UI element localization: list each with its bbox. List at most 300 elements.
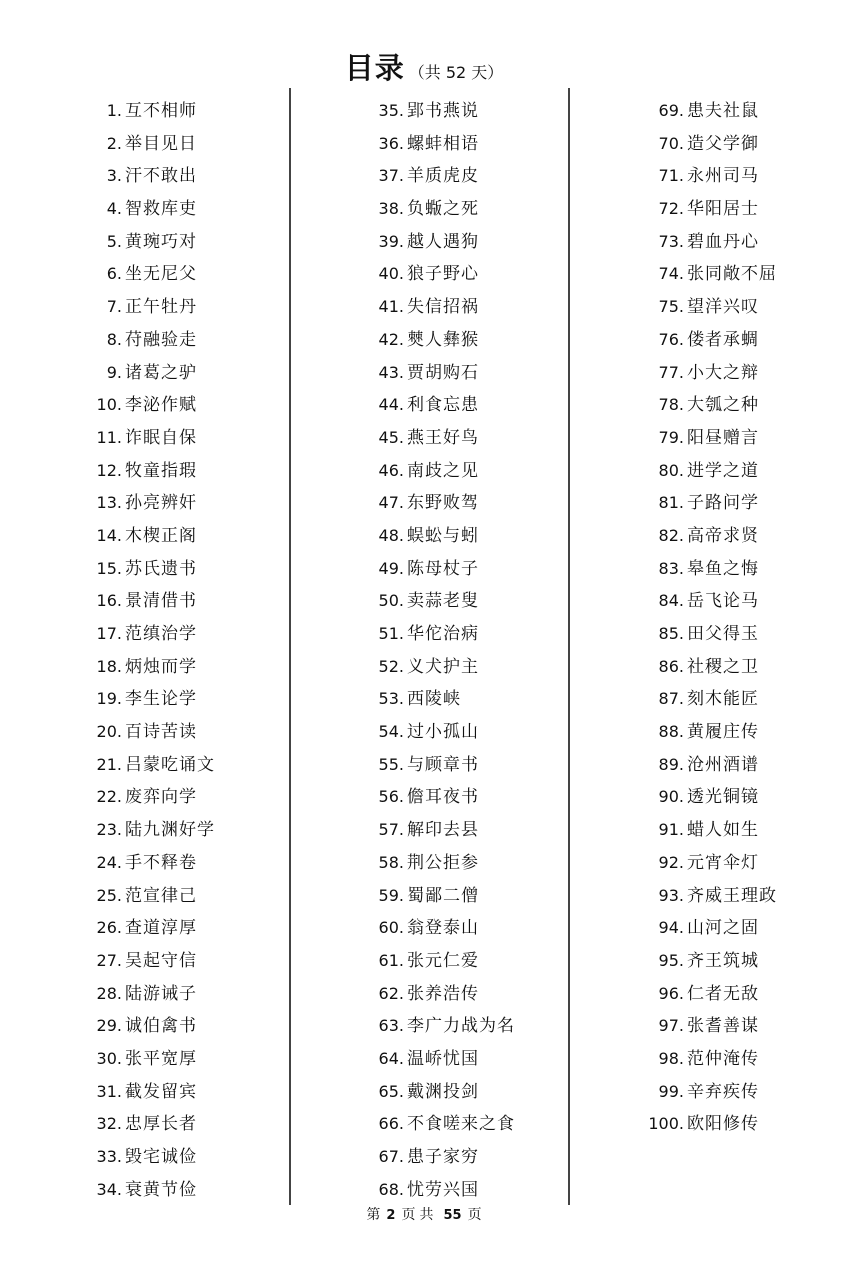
toc-entry-title: 与顾章书	[407, 754, 479, 775]
toc-entry-number: 93.	[658, 885, 684, 905]
footer-prefix: 第	[366, 1207, 381, 1223]
toc-entry	[612, 128, 842, 161]
toc-entry-title: 蜈蚣与蚓	[407, 525, 479, 546]
toc-entry-number: 60.	[378, 918, 404, 938]
footer-page-number: 2	[386, 1208, 396, 1223]
toc-entry-number: 58.	[378, 852, 404, 872]
toc-entry-number: 83.	[658, 558, 684, 578]
toc-entry-number: 99.	[658, 1081, 684, 1101]
toc-entry-number: 50.	[378, 591, 404, 611]
toc-entry-title: 百诗苦读	[125, 722, 197, 743]
toc-entry-number: 89.	[658, 754, 684, 774]
toc-entry-number: 52.	[378, 656, 404, 676]
toc-entry	[612, 520, 842, 553]
toc-entry	[60, 618, 290, 651]
toc-entry	[612, 422, 842, 455]
toc-entry-number: 49.	[378, 558, 404, 578]
toc-entry-title: 沧州酒谱	[687, 754, 759, 775]
toc-entry-title: 范宣律己	[125, 885, 197, 906]
toc-entry-title: 衰黄节俭	[125, 1179, 197, 1200]
toc-entry-number: 96.	[658, 983, 684, 1003]
toc-entry-number: 77.	[658, 362, 684, 382]
toc-entry-title: 大瓠之种	[687, 395, 759, 416]
toc-entry-number: 1.	[106, 101, 122, 120]
toc-entry	[612, 618, 842, 651]
toc-entry	[60, 553, 290, 586]
toc-entry-number: 28.	[96, 983, 122, 1003]
toc-entry	[60, 389, 290, 422]
toc-entry	[334, 324, 564, 357]
toc-entry-title: 狼子野心	[407, 264, 479, 285]
toc-entry-number: 98.	[658, 1048, 684, 1068]
toc-entry	[334, 814, 564, 847]
toc-entry-number: 88.	[658, 722, 684, 742]
toc-entry-number: 2.	[106, 133, 122, 153]
toc-entry-title: 不食嗟来之食	[407, 1114, 515, 1135]
toc-entry-number: 5.	[106, 231, 122, 251]
toc-entry-number: 82.	[658, 525, 684, 545]
toc-entry-number: 37.	[378, 166, 404, 186]
toc-entry-number: 9.	[106, 362, 122, 382]
toc-entry-title: 翁登泰山	[407, 918, 479, 939]
toc-entry	[60, 749, 290, 782]
toc-entry-title: 郢书燕说	[407, 101, 479, 121]
toc-entry-title: 陆九渊好学	[125, 820, 215, 841]
page-subtitle: （共 52 天）	[408, 63, 504, 82]
toc-column-3	[612, 95, 842, 1141]
toc-entry-number: 6.	[106, 264, 122, 284]
toc-entry-number: 45.	[378, 427, 404, 447]
toc-entry-number: 42.	[378, 329, 404, 349]
toc-entry	[60, 1010, 290, 1043]
toc-entry-title: 张元仁爱	[407, 950, 479, 971]
toc-entry	[334, 716, 564, 749]
toc-entry-title: 皋鱼之悔	[687, 558, 759, 579]
toc-entry	[334, 487, 564, 520]
toc-entry-number: 35.	[378, 101, 404, 120]
toc-entry-title: 吴起守信	[125, 950, 197, 971]
toc-entry-title: 西陵峡	[407, 689, 461, 710]
toc-entry	[612, 193, 842, 226]
toc-entry-number: 86.	[658, 656, 684, 676]
toc-entry	[612, 553, 842, 586]
toc-entry-title: 华佗治病	[407, 624, 479, 644]
toc-entry-number: 91.	[658, 820, 684, 840]
toc-entry	[612, 880, 842, 913]
footer-total-word: 共	[419, 1207, 434, 1223]
toc-entry	[612, 847, 842, 880]
toc-entry-number: 38.	[378, 199, 404, 219]
toc-entry	[60, 945, 290, 978]
toc-entry	[334, 978, 564, 1011]
toc-entry	[334, 683, 564, 716]
toc-entry-number: 48.	[378, 525, 404, 545]
toc-entry-title: 岳飞论马	[687, 591, 759, 612]
toc-entry	[60, 258, 290, 291]
toc-entry	[612, 716, 842, 749]
toc-entry-title: 蜀鄙二僧	[407, 885, 479, 906]
toc-entry-title: 诚伯禽书	[125, 1016, 197, 1037]
toc-entry-number: 87.	[658, 689, 684, 709]
toc-entry	[612, 487, 842, 520]
toc-entry-title: 辛弃疾传	[687, 1081, 759, 1102]
toc-entry-number: 23.	[96, 820, 122, 840]
toc-entry	[334, 422, 564, 455]
toc-entry-title: 坐无尼父	[125, 264, 197, 285]
toc-entry	[60, 422, 290, 455]
toc-entry	[612, 226, 842, 259]
toc-entry-title: 诸葛之驴	[125, 362, 197, 383]
toc-entry-number: 67.	[378, 1147, 404, 1166]
toc-entry-title: 陈母杖子	[407, 558, 479, 579]
toc-entry	[334, 880, 564, 913]
toc-entry-title: 齐威王理政	[687, 885, 777, 906]
toc-entry-title: 田父得玉	[687, 624, 759, 644]
toc-entry-number: 59.	[378, 885, 404, 905]
toc-entry-title: 望洋兴叹	[687, 297, 759, 318]
toc-entry-number: 73.	[658, 231, 684, 251]
toc-entry-title: 李生论学	[125, 689, 197, 710]
toc-column-2	[334, 95, 564, 1206]
toc-entry	[334, 226, 564, 259]
toc-entry	[612, 749, 842, 782]
toc-entry-number: 65.	[378, 1081, 404, 1101]
toc-entry-title: 欧阳修传	[687, 1114, 759, 1135]
toc-entry	[612, 585, 842, 618]
toc-entry-title: 齐王筑城	[687, 950, 759, 971]
toc-entry-title: 张养浩传	[407, 983, 479, 1004]
toc-entry-number: 51.	[378, 624, 404, 643]
toc-entry-title: 造父学御	[687, 133, 759, 154]
toc-entry-number: 47.	[378, 493, 404, 513]
toc-entry-title: 废弈向学	[125, 787, 197, 808]
toc-entry	[60, 520, 290, 553]
toc-entry-title: 智救库吏	[125, 199, 197, 220]
toc-entry-number: 100.	[648, 1114, 684, 1134]
toc-entry-title: 李广力战为名	[407, 1016, 515, 1037]
toc-entry-title: 阳昼赠言	[687, 427, 759, 448]
toc-entry	[334, 520, 564, 553]
toc-entry-number: 21.	[96, 754, 122, 774]
toc-entry-title: 戴渊投剑	[407, 1081, 479, 1102]
toc-entry-number: 39.	[378, 231, 404, 251]
toc-entry	[60, 978, 290, 1011]
toc-entry-number: 10.	[96, 395, 122, 415]
toc-entry-title: 张平宽厚	[125, 1048, 197, 1069]
toc-entry	[612, 324, 842, 357]
toc-entry-number: 79.	[658, 427, 684, 447]
toc-entry-number: 17.	[96, 624, 122, 643]
toc-entry-number: 54.	[378, 722, 404, 742]
toc-entry	[612, 389, 842, 422]
toc-entry-number: 44.	[378, 395, 404, 415]
toc-entry-number: 95.	[658, 950, 684, 970]
toc-entry-number: 34.	[96, 1179, 122, 1199]
toc-entry-title: 社稷之卫	[687, 656, 759, 677]
toc-entry	[334, 389, 564, 422]
toc-entry	[60, 912, 290, 945]
toc-entry	[612, 1010, 842, 1043]
toc-entry-title: 解印去县	[407, 820, 479, 841]
toc-entry-title: 燕王好鸟	[407, 427, 479, 448]
toc-entry	[334, 1076, 564, 1109]
toc-entry-number: 15.	[96, 558, 122, 578]
toc-entry-title: 查道淳厚	[125, 918, 197, 939]
toc-entry-number: 25.	[96, 885, 122, 905]
toc-entry	[60, 357, 290, 390]
toc-entry	[60, 847, 290, 880]
toc-entry-number: 90.	[658, 787, 684, 807]
toc-entry	[612, 978, 842, 1011]
toc-entry-number: 46.	[378, 460, 404, 480]
toc-entry-number: 81.	[658, 493, 684, 513]
toc-entry	[612, 651, 842, 684]
toc-entry-title: 温峤忧国	[407, 1048, 479, 1069]
toc-entry-number: 19.	[96, 689, 122, 709]
toc-entry-title: 苏氏遗书	[125, 558, 197, 579]
toc-entry	[334, 1010, 564, 1043]
toc-entry-title: 高帝求贤	[687, 525, 759, 546]
toc-entry-title: 越人遇狗	[407, 231, 479, 252]
toc-entry-title: 张同敞不屈	[687, 264, 777, 285]
toc-entry-number: 97.	[658, 1016, 684, 1036]
toc-entry-title: 范仲淹传	[687, 1048, 759, 1069]
toc-entry-title: 手不释卷	[125, 852, 197, 873]
toc-entry	[60, 683, 290, 716]
toc-entry-number: 92.	[658, 852, 684, 872]
toc-entry	[612, 814, 842, 847]
toc-entry-number: 94.	[658, 918, 684, 938]
toc-entry-title: 陆游诫子	[125, 983, 197, 1004]
toc-entry	[612, 291, 842, 324]
toc-entry	[612, 1108, 842, 1141]
toc-entry-title: 苻融验走	[125, 329, 197, 350]
toc-entry	[60, 880, 290, 913]
toc-entry	[612, 95, 842, 128]
toc-entry	[60, 95, 290, 128]
toc-entry-number: 33.	[96, 1147, 122, 1166]
toc-entry-title: 失信招祸	[407, 297, 479, 318]
toc-entry-number: 56.	[378, 787, 404, 807]
toc-entry-number: 57.	[378, 820, 404, 840]
toc-entry-title: 蜡人如生	[687, 820, 759, 841]
toc-entry-title: 黄琬巧对	[125, 231, 197, 252]
toc-entry	[60, 1043, 290, 1076]
toc-entry	[60, 814, 290, 847]
toc-entry-number: 78.	[658, 395, 684, 415]
toc-entry-number: 75.	[658, 297, 684, 317]
toc-entry-title: 互不相师	[125, 101, 197, 121]
toc-entry-title: 僰人彝猴	[407, 329, 479, 350]
toc-entry-title: 木楔正阁	[125, 525, 197, 546]
toc-entry-title: 汗不敢出	[125, 166, 197, 187]
toc-entry	[334, 357, 564, 390]
toc-entry-number: 53.	[378, 689, 404, 709]
toc-entry	[60, 1108, 290, 1141]
toc-entry	[334, 651, 564, 684]
toc-entry-number: 76.	[658, 329, 684, 349]
column-divider	[568, 88, 570, 1205]
toc-entry-title: 诈眠自保	[125, 427, 197, 448]
toc-entry	[60, 193, 290, 226]
toc-entry	[334, 781, 564, 814]
toc-entry-title: 正午牡丹	[125, 297, 197, 318]
toc-entry-number: 41.	[378, 297, 404, 317]
toc-entry	[612, 1043, 842, 1076]
toc-entry-number: 24.	[96, 852, 122, 872]
toc-entry	[334, 193, 564, 226]
toc-entry-number: 43.	[378, 362, 404, 382]
toc-entry-title: 患子家穷	[407, 1147, 479, 1167]
toc-entry	[334, 128, 564, 161]
toc-entry-number: 74.	[658, 264, 684, 284]
toc-entry-number: 70.	[658, 133, 684, 153]
toc-entry-number: 63.	[378, 1016, 404, 1036]
toc-entry-number: 29.	[96, 1016, 122, 1036]
toc-entry	[612, 160, 842, 193]
toc-entry-title: 吕蒙吃诵文	[125, 754, 215, 775]
toc-entry	[60, 781, 290, 814]
toc-entry	[334, 847, 564, 880]
toc-entry	[334, 618, 564, 651]
toc-entry-number: 64.	[378, 1048, 404, 1068]
toc-entry-title: 患夫社鼠	[687, 101, 759, 121]
toc-entry-title: 华阳居士	[687, 199, 759, 220]
toc-entry	[334, 553, 564, 586]
toc-entry-number: 55.	[378, 754, 404, 774]
toc-entry-number: 20.	[96, 722, 122, 742]
footer-total-pages: 55	[443, 1208, 462, 1223]
toc-entry-number: 61.	[378, 950, 404, 970]
toc-entry-title: 元宵伞灯	[687, 852, 759, 873]
toc-entry-number: 31.	[96, 1081, 122, 1101]
toc-entry-number: 22.	[96, 787, 122, 807]
toc-entry	[60, 1076, 290, 1109]
toc-entry-title: 过小孤山	[407, 722, 479, 743]
toc-entry	[612, 912, 842, 945]
toc-entry-title: 景清借书	[125, 591, 197, 612]
toc-entry-title: 牧童指瑕	[125, 460, 197, 481]
toc-entry-number: 12.	[96, 460, 122, 480]
toc-entry-number: 27.	[96, 950, 122, 970]
toc-entry-title: 举目见日	[125, 133, 197, 154]
toc-entry	[612, 1076, 842, 1109]
toc-entry-title: 刻木能匠	[687, 689, 759, 710]
toc-entry-number: 80.	[658, 460, 684, 480]
toc-entry-number: 68.	[378, 1179, 404, 1199]
toc-entry-title: 羊质虎皮	[407, 166, 479, 187]
toc-entry-number: 13.	[96, 493, 122, 513]
toc-column-1	[60, 95, 290, 1206]
toc-entry-title: 永州司马	[687, 166, 759, 187]
toc-entry-number: 85.	[658, 624, 684, 643]
toc-entry-title: 张耆善谋	[687, 1016, 759, 1037]
toc-entry-title: 黄履庄传	[687, 722, 759, 743]
toc-entry	[60, 291, 290, 324]
toc-entry-number: 40.	[378, 264, 404, 284]
toc-entry	[60, 651, 290, 684]
toc-entry-title: 山河之固	[687, 918, 759, 939]
toc-entry	[612, 781, 842, 814]
toc-entry	[612, 258, 842, 291]
toc-entry-number: 30.	[96, 1048, 122, 1068]
toc-entry-title: 东野败驾	[407, 493, 479, 514]
toc-entry	[612, 357, 842, 390]
toc-entry-title: 忧劳兴国	[407, 1179, 479, 1200]
toc-entry-title: 子路问学	[687, 493, 759, 514]
toc-entry-number: 8.	[106, 329, 122, 349]
toc-entry-title: 毁宅诚俭	[125, 1147, 197, 1167]
toc-entry-title: 小大之辩	[687, 362, 759, 383]
toc-entry-number: 11.	[96, 427, 122, 447]
toc-entry	[612, 455, 842, 488]
toc-entry-title: 偻者承蜩	[687, 329, 759, 350]
toc-entry	[334, 585, 564, 618]
toc-entry-title: 义犬护主	[407, 656, 479, 677]
toc-entry	[334, 95, 564, 128]
toc-entry-title: 忠厚长者	[125, 1114, 197, 1135]
toc-entry-title: 进学之道	[687, 460, 759, 481]
toc-entry	[334, 912, 564, 945]
toc-entry-number: 26.	[96, 918, 122, 938]
page-header	[0, 46, 848, 87]
toc-entry-title: 碧血丹心	[687, 231, 759, 252]
toc-entry-title: 南歧之见	[407, 460, 479, 481]
toc-entry	[60, 128, 290, 161]
toc-entry	[334, 945, 564, 978]
toc-entry-title: 螺蚌相语	[407, 133, 479, 154]
toc-entry-title: 截发留宾	[125, 1081, 197, 1102]
toc-entry-title: 荆公拒参	[407, 852, 479, 873]
toc-entry	[60, 585, 290, 618]
toc-entry-number: 62.	[378, 983, 404, 1003]
toc-entry-number: 36.	[378, 133, 404, 153]
page-title: 目录	[344, 51, 405, 85]
toc-entry-title: 透光铜镜	[687, 787, 759, 808]
toc-entry	[334, 258, 564, 291]
toc-entry	[60, 1174, 290, 1207]
toc-entry-title: 范缜治学	[125, 624, 197, 644]
toc-entry	[334, 1043, 564, 1076]
footer-suffix: 页	[467, 1207, 482, 1223]
toc-entry	[334, 749, 564, 782]
toc-entry	[60, 716, 290, 749]
toc-entry	[612, 683, 842, 716]
footer-page-word: 页	[401, 1207, 416, 1223]
toc-entry-title: 利食忘患	[407, 395, 479, 416]
toc-entry-number: 7.	[106, 297, 122, 317]
toc-entry	[334, 1174, 564, 1207]
page-footer	[0, 1204, 848, 1224]
toc-entry-number: 72.	[658, 199, 684, 219]
toc-entry	[612, 945, 842, 978]
toc-entry	[60, 324, 290, 357]
toc-entry-number: 66.	[378, 1114, 404, 1134]
toc-entry-title: 儋耳夜书	[407, 787, 479, 808]
toc-entry	[60, 455, 290, 488]
toc-entry-title: 炳烛而学	[125, 656, 197, 677]
toc-entry-title: 卖蒜老叟	[407, 591, 479, 612]
toc-entry	[60, 160, 290, 193]
toc-entry	[60, 1141, 290, 1174]
column-divider	[289, 88, 291, 1205]
toc-entry-number: 84.	[658, 591, 684, 611]
toc-entry-number: 69.	[658, 101, 684, 120]
toc-entry-number: 3.	[106, 166, 122, 186]
toc-entry-title: 仁者无敌	[687, 983, 759, 1004]
toc-entry-title: 孙亮辨奸	[125, 493, 197, 514]
toc-entry-number: 14.	[96, 525, 122, 545]
